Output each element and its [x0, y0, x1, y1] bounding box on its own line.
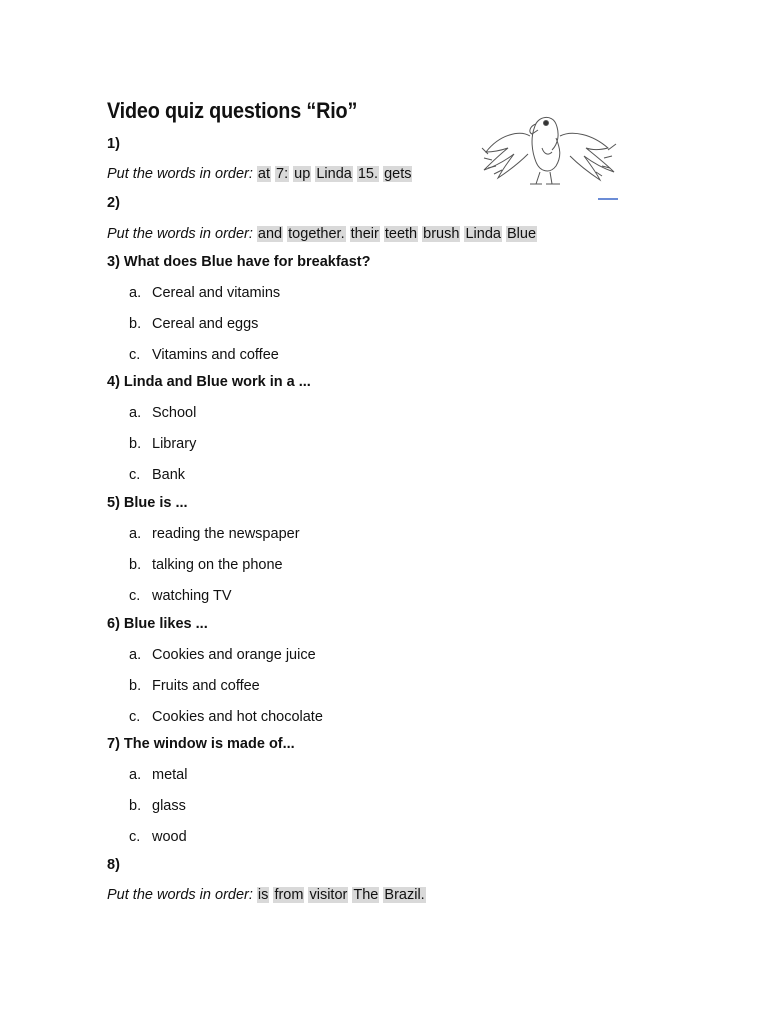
question-4-option-b [129, 436, 196, 452]
question-5-option-c [129, 588, 232, 604]
word-chip: brush [423, 226, 460, 242]
option-text: reading the newspaper [152, 526, 300, 542]
question-2-number: 2) [107, 195, 120, 211]
question-5-option-a [129, 526, 300, 542]
option-text: talking on the phone [152, 557, 283, 573]
option-letter: b. [129, 557, 142, 573]
option-text: Vitamins and coffee [152, 347, 279, 363]
question-6-option-b [129, 678, 260, 694]
question-7-option-b [129, 798, 186, 814]
option-text: Library [152, 436, 197, 452]
question-5-option-b [129, 557, 283, 573]
word-chip: Blue [506, 226, 537, 242]
option-text: watching TV [152, 588, 232, 604]
option-text: Fruits and coffee [152, 678, 260, 694]
question-6-text: 6) Blue likes ... [107, 616, 208, 632]
option-letter: c. [129, 347, 141, 363]
option-letter: a. [129, 285, 142, 301]
option-text: Cookies and hot chocolate [152, 709, 323, 725]
word-chip: The [353, 887, 379, 903]
parrot-illustration [480, 108, 622, 204]
question-7-text: 7) The window is made of... [107, 736, 295, 752]
option-text: wood [152, 829, 187, 845]
option-letter: c. [129, 709, 141, 725]
option-letter: b. [129, 678, 142, 694]
option-text: metal [152, 767, 188, 783]
option-letter: a. [129, 405, 142, 421]
word-chip: is [257, 887, 269, 903]
page-title: Video quiz questions “Rio” [107, 98, 358, 123]
question-4-option-a [129, 405, 196, 421]
option-text: Cereal and eggs [152, 316, 259, 332]
option-letter: c. [129, 829, 141, 845]
question-8-line [107, 887, 426, 903]
word-chip: teeth [384, 226, 418, 242]
option-letter: b. [129, 316, 142, 332]
question-3-option-c [129, 347, 279, 363]
question-4-option-c [129, 467, 185, 483]
word-chip: together. [288, 226, 345, 242]
word-chip: at [257, 166, 271, 182]
question-1-instruction: Put the words in order: [107, 166, 253, 182]
question-8-instruction: Put the words in order: [107, 887, 253, 903]
option-letter: c. [129, 588, 141, 604]
word-chip: and [257, 226, 283, 242]
question-3-option-a [129, 285, 280, 301]
option-letter: b. [129, 798, 142, 814]
option-letter: b. [129, 436, 142, 452]
question-1-line [107, 166, 412, 182]
question-7-option-c [129, 829, 187, 845]
word-chip: Linda [465, 226, 501, 242]
word-chip: 15. [357, 166, 379, 182]
question-6-option-c [129, 709, 323, 725]
word-chip: up [294, 166, 311, 182]
word-chip: Linda [316, 166, 352, 182]
word-chip: their [350, 226, 379, 242]
word-chip: 7: [276, 166, 289, 182]
word-chip: gets [384, 166, 412, 182]
option-text: Cookies and orange juice [152, 647, 316, 663]
option-text: Cereal and vitamins [152, 285, 281, 301]
option-letter: c. [129, 467, 141, 483]
question-2-instruction: Put the words in order: [107, 226, 253, 242]
option-letter: a. [129, 526, 142, 542]
question-7-option-a [129, 767, 187, 783]
option-letter: a. [129, 647, 142, 663]
word-chip: Brazil. [384, 887, 425, 903]
question-8-number: 8) [107, 857, 120, 873]
question-5-text: 5) Blue is ... [107, 495, 188, 511]
question-6-option-a [129, 647, 316, 663]
option-text: School [152, 405, 197, 421]
word-chip: from [274, 887, 304, 903]
option-text: Bank [152, 467, 186, 483]
question-2-line [107, 226, 537, 242]
word-chip: visitor [309, 887, 348, 903]
question-3-text: 3) What does Blue have for breakfast? [107, 254, 371, 270]
option-letter: a. [129, 767, 142, 783]
option-text: glass [152, 798, 186, 814]
question-3-option-b [129, 316, 258, 332]
question-4-text: 4) Linda and Blue work in a ... [107, 374, 311, 390]
question-1-number: 1) [107, 136, 120, 152]
